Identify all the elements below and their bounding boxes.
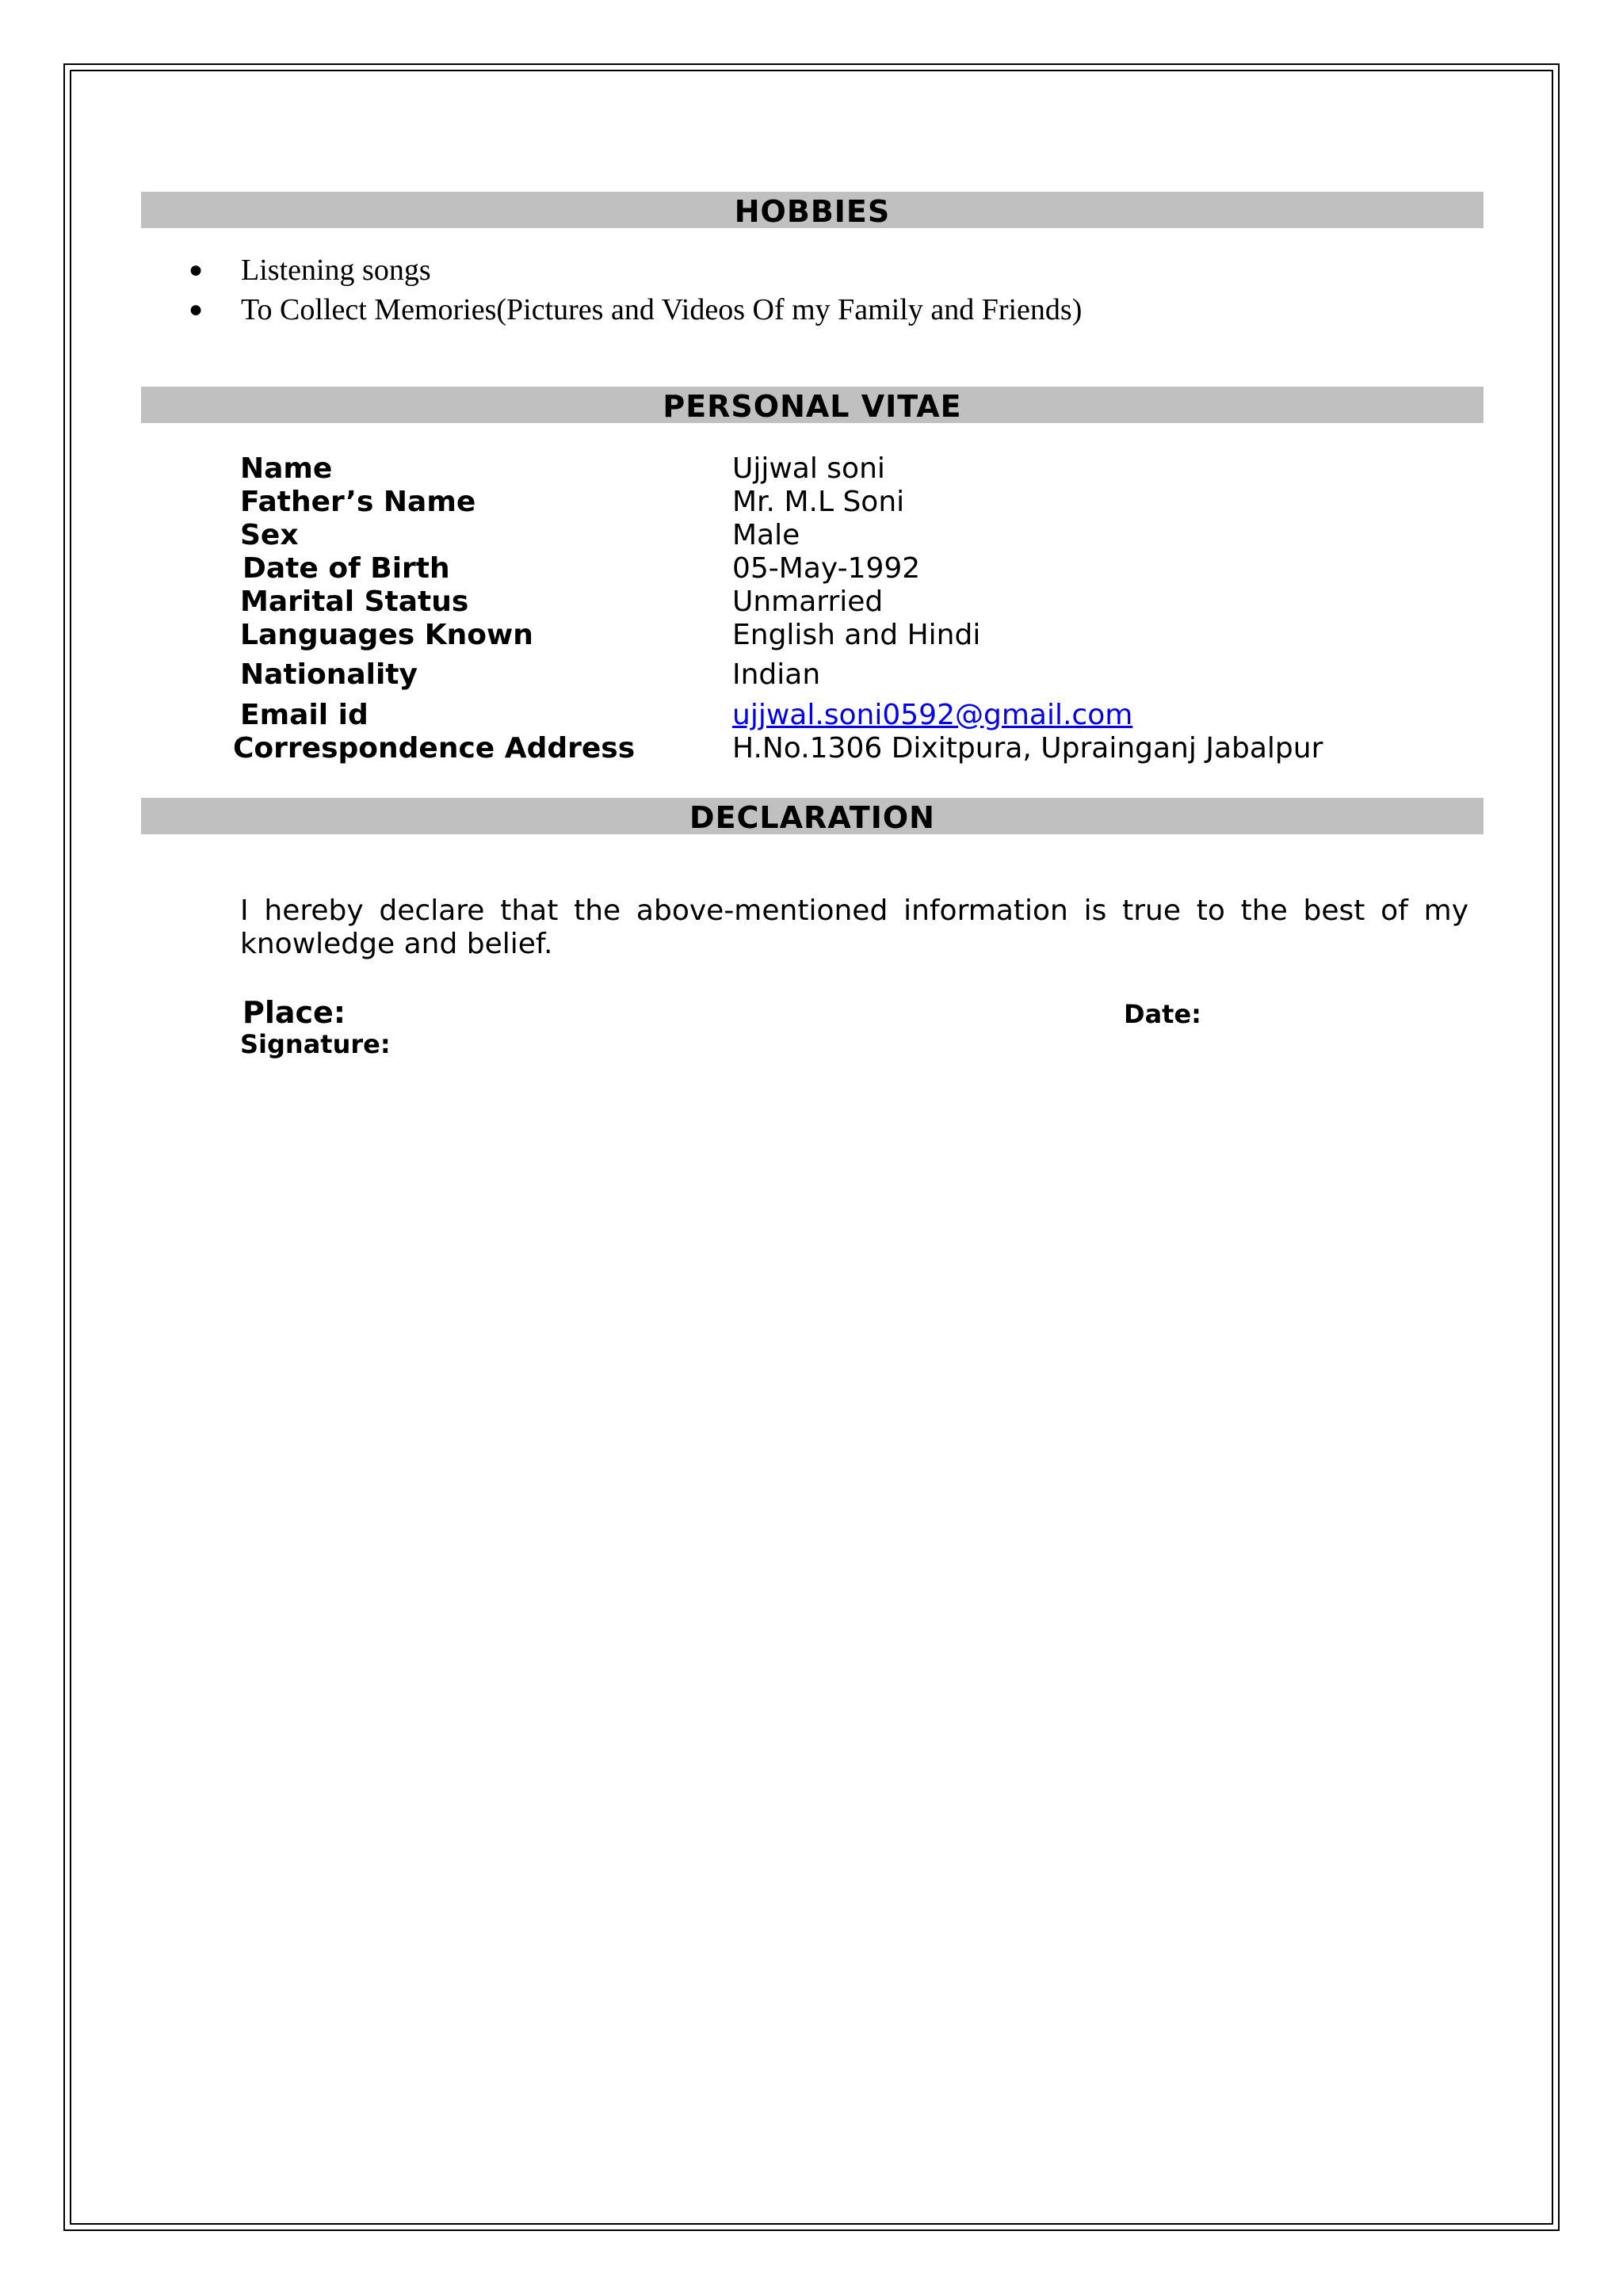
marital-status-label: Marital Status — [240, 585, 469, 618]
languages-known-label: Languages Known — [240, 619, 533, 651]
email-label: Email id — [240, 699, 369, 731]
fathers-name-value: Mr. M.L Soni — [732, 486, 905, 518]
declaration-heading: DECLARATION — [689, 800, 935, 835]
bullet-icon: ● — [189, 257, 204, 283]
correspondence-address-value: H.No.1306 Dixitpura, Uprainganj Jabalpur — [732, 732, 1323, 765]
languages-known-value: English and Hindi — [732, 619, 981, 651]
marital-status-value: Unmarried — [732, 585, 884, 618]
list-item — [189, 290, 1082, 330]
email-link[interactable]: ujjwal.soni0592@gmail.com — [732, 699, 1133, 731]
date-of-birth-value: 05-May-1992 — [732, 552, 921, 585]
correspondence-address-label: Correspondence Address — [233, 732, 636, 765]
personal-vitae-heading: PERSONAL VITAE — [663, 389, 962, 424]
name-label: Name — [240, 452, 333, 485]
hobbies-list — [189, 250, 1082, 330]
name-value: Ujjwal soni — [732, 452, 885, 485]
hobbies-heading-banner — [141, 192, 1484, 228]
sex-label: Sex — [240, 519, 299, 551]
bullet-icon: ● — [189, 296, 204, 322]
list-item — [189, 250, 1082, 290]
nationality-value: Indian — [732, 658, 821, 691]
hobby-text: Listening songs — [241, 254, 431, 287]
declaration-heading-banner — [141, 798, 1484, 834]
fathers-name-label: Father’s Name — [240, 486, 476, 518]
date-label: Date: — [1124, 999, 1201, 1029]
signature-label: Signature: — [240, 1029, 391, 1059]
date-of-birth-label: Date of Birth — [242, 552, 450, 585]
hobbies-heading: HOBBIES — [734, 194, 891, 229]
personal-vitae-heading-banner — [141, 387, 1484, 423]
place-label: Place: — [242, 995, 346, 1030]
email-value — [732, 699, 1132, 732]
nationality-label: Nationality — [240, 658, 418, 691]
hobby-text: To Collect Memories(Pictures and Videos Of my Family and Friends) — [241, 293, 1083, 326]
sex-value: Male — [732, 519, 800, 551]
declaration-text: I hereby declare that the above-mentioned information is true to the best of my knowledge and belief. — [240, 894, 1468, 960]
